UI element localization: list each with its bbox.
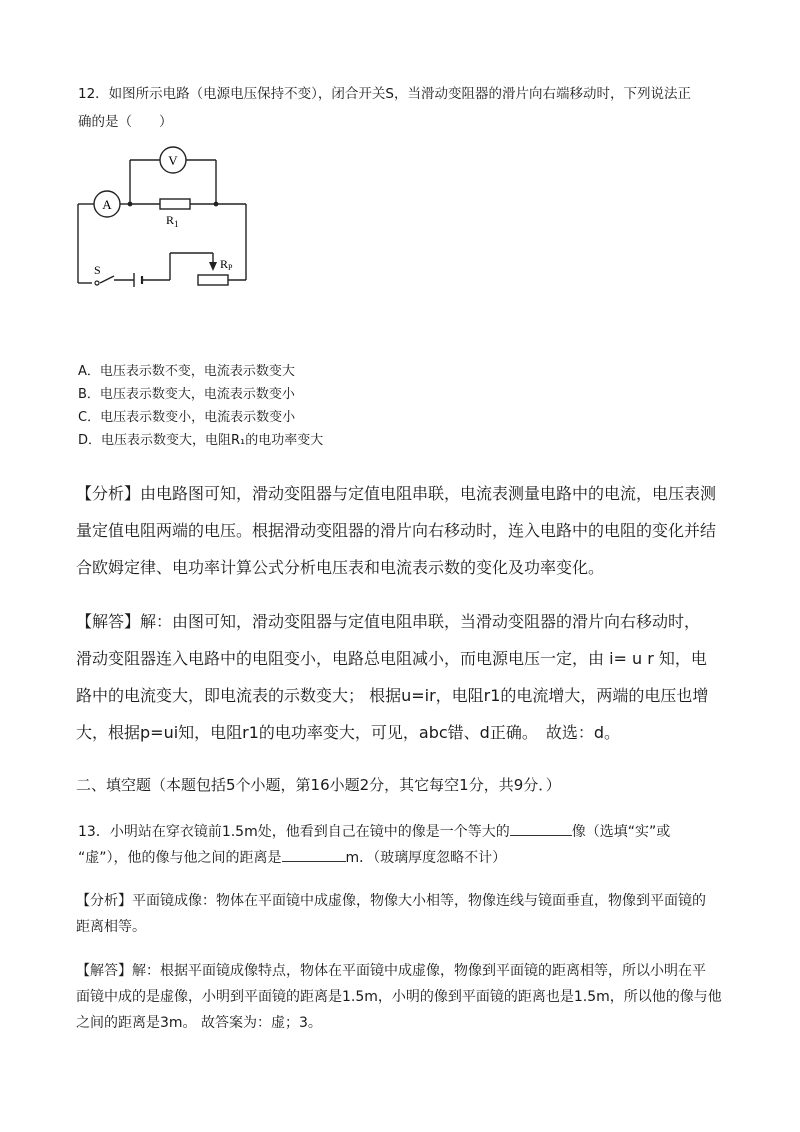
resistor-r1 [160,199,190,209]
q13-answer-line1: 【解答】解：根据平面镜成像特点，物体在平面镜中成虚像，物像到平面镜的距离相等，所以小明在平 [76,963,706,979]
q12-analysis-line3: 合欧姆定律、电功率计算公式分析电压表和电流表示数的变化及功率变化。 [76,558,605,577]
q13-analysis-line2: 距离相等。 [76,919,146,935]
voltmeter-label: V [168,153,178,168]
rheostat-slider-arrow [209,262,217,271]
answer-blank-1[interactable] [510,823,572,836]
q12-option-b: B．电压表示数变大，电流表示数变小 [78,387,295,402]
junction-dot [214,202,219,207]
ammeter-label: A [102,197,112,212]
switch-contact [95,281,99,285]
r1-label: $R_1$ [166,213,179,229]
q12-stem-line1: 12．如图所示电路（电源电压保持不变），闭合开关S，当滑动变阻器的滑片向右端移动时，下列说法正 [78,86,691,102]
section-2-title: 二、填空题（本题包括5个小题，第16小题2分，其它每空1分，共9分．） [76,776,561,794]
q12-answer-line3: 路中的电流变大，即电流表的示数变大； 根据u=ir，电阻r1的电流增大，两端的电压也增 [76,686,709,705]
q13-analysis-line1: 【分析】平面镜成像：物体在平面镜中成虚像，物像大小相等，物像连线与镜面垂直，物像到平面镜的 [76,893,706,909]
q13-stem-line1: 13．小明站在穿衣镜前1.5m处，他看到自己在镜中的像是一个等大的 像（选填“实”或 [78,824,671,840]
rheostat-rp [198,275,228,285]
rp-label: RP [220,257,233,272]
q12-stem-line2: 确的是（ ） [78,114,173,130]
q12-answer-line4: 大，根据p=ui知，电阻r1的电功率变大，可见，abc错、d正确。 故选：d。 [76,723,620,742]
q13-answer-line2: 面镜中成的是虚像，小明到平面镜的距离是1.5m，小明的像到平面镜的距离也是1.5m，所以他的像与他 [76,989,722,1005]
q13-answer-line3: 之间的距离是3m。 故答案为：虚；3。 [76,1015,322,1031]
q12-analysis-line1: 【分析】由电路图可知，滑动变阻器与定值电阻串联，电流表测量电路中的电流，电压表测 [76,484,717,503]
q12-answer-line1: 【解答】解：由图可知，滑动变阻器与定值电阻串联，当滑动变阻器的滑片向右移动时， [76,612,701,631]
q13-stem-line2: “虚”），他的像与他之间的距离是 m．（玻璃厚度忽略不计） [78,850,507,866]
switch-label: S [94,263,101,277]
q12-analysis-line2: 量定值电阻两端的电压。根据滑动变阻器的滑片向右移动时，连入电路中的电阻的变化并结 [76,521,717,540]
junction-dot [128,202,133,207]
q12-option-a: A．电压表示数不变，电流表示数变大 [78,364,295,379]
circuit-diagram [70,140,270,300]
q12-option-c: C．电压表示数变小，电流表示数变小 [78,410,296,425]
q12-option-d: D．电压表示数变大，电阻R₁的电功率变大 [78,433,324,448]
q12-answer-line2: 滑动变阻器连入电路中的电阻变小，电路总电阻减小，而电源电压一定，由 i= u r 知，电 [76,649,707,668]
answer-blank-2[interactable] [282,849,346,862]
